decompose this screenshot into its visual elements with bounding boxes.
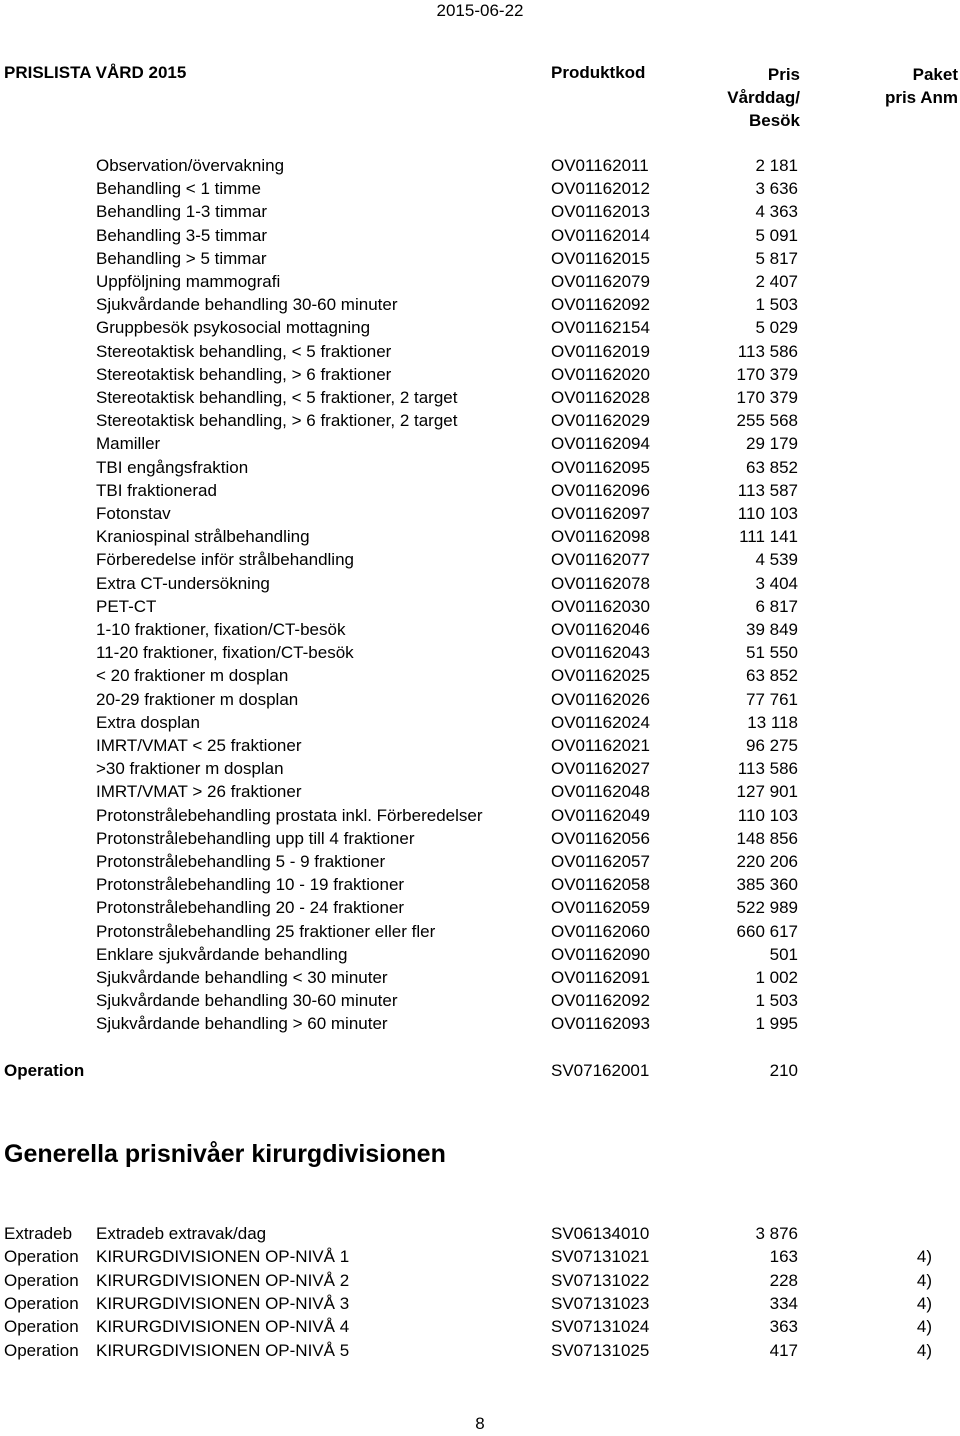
row-product-code: OV01162027 <box>551 759 650 779</box>
row-product-code: SV06134010 <box>551 1224 650 1243</box>
row-product-code: SV07131025 <box>551 1340 650 1360</box>
row-note: 4) <box>916 1340 932 1360</box>
row-product-code: OV01162097 <box>551 504 650 523</box>
row-price: 39 849 <box>746 620 798 639</box>
row-description: Protonstrålebehandling 25 fraktioner eller fler <box>96 921 436 941</box>
table-row <box>0 664 960 687</box>
table-row <box>0 943 960 966</box>
row-product-code: OV01162078 <box>551 573 650 593</box>
operation-row <box>0 1059 960 1082</box>
table-row <box>0 850 960 873</box>
row-product-code: OV01162058 <box>551 875 650 895</box>
row-product-code: OV01162096 <box>551 480 650 500</box>
row-price: 220 206 <box>736 852 798 871</box>
row-price: 4 363 <box>755 202 798 222</box>
row-price: 522 989 <box>736 898 798 918</box>
header-price-line-3: Besök <box>748 111 800 130</box>
row-description: Behandling > 5 timmar <box>96 248 267 268</box>
row-description: Förberedelse inför strålbehandling <box>96 550 354 570</box>
row-price: 113 586 <box>737 341 798 361</box>
kirurg-row <box>0 1245 960 1268</box>
table-row <box>0 757 960 780</box>
row-description: Gruppbesök psykosocial mottagning <box>96 318 371 338</box>
row-product-code: OV01162090 <box>551 944 650 964</box>
row-product-code: OV01162043 <box>551 643 650 663</box>
row-price: 63 852 <box>746 666 798 686</box>
row-price: 127 901 <box>736 782 798 802</box>
row-product-code: OV01162014 <box>551 225 650 245</box>
row-description: KIRURGDIVISIONEN OP-NIVÅ 4 <box>96 1317 350 1337</box>
row-price: 1 002 <box>755 968 798 987</box>
row-description: Protonstrålebehandling 20 - 24 fraktioner <box>96 898 405 918</box>
row-price: 2 181 <box>755 156 798 175</box>
row-description: IMRT/VMAT < 25 fraktioner <box>96 736 302 755</box>
row-product-code: OV01162049 <box>551 805 650 825</box>
row-price: 660 617 <box>736 921 798 941</box>
table-row <box>0 177 960 200</box>
row-price: 163 <box>769 1247 798 1267</box>
row-price: 51 550 <box>746 643 798 663</box>
row-product-code: OV01162056 <box>551 828 650 848</box>
row-product-code: SV07131024 <box>551 1317 650 1337</box>
row-category: Operation <box>4 1293 79 1313</box>
row-product-code: SV07131023 <box>551 1293 650 1313</box>
row-product-code: OV01162092 <box>551 295 650 315</box>
table-row <box>0 595 960 618</box>
table-row <box>0 711 960 734</box>
row-description: 11-20 fraktioner, fixation/CT-besök <box>96 643 354 663</box>
table-row <box>0 873 960 896</box>
row-product-code: OV01162093 <box>551 1014 650 1034</box>
row-description: Protonstrålebehandling upp till 4 fraktioner <box>96 828 415 848</box>
price-list-title: PRISLISTA VÅRD 2015 <box>4 63 187 82</box>
table-row <box>0 780 960 803</box>
row-description: >30 fraktioner m dosplan <box>96 759 284 779</box>
header-paket-line-1: Paket <box>912 65 958 84</box>
row-description: Stereotaktisk behandling, > 6 fraktioner, 2 target <box>96 411 458 431</box>
row-price: 363 <box>769 1317 798 1337</box>
row-price: 170 379 <box>736 388 798 407</box>
row-product-code: OV01162046 <box>551 620 650 639</box>
row-price: 4 539 <box>755 550 798 570</box>
row-price: 113 587 <box>737 480 798 500</box>
operation-label: Operation <box>4 1061 85 1080</box>
row-product-code: OV01162098 <box>551 527 650 547</box>
row-price: 5 817 <box>755 248 798 268</box>
table-row <box>0 409 960 432</box>
row-price: 96 275 <box>746 736 798 755</box>
header-paket <box>838 63 958 109</box>
row-product-code: OV01162026 <box>551 689 650 709</box>
row-product-code: OV01162029 <box>551 411 650 431</box>
table-row <box>0 804 960 827</box>
row-price: 6 817 <box>755 596 798 616</box>
table-row <box>0 572 960 595</box>
table-row <box>0 989 960 1012</box>
row-product-code: OV01162019 <box>551 341 650 361</box>
row-description: TBI engångsfraktion <box>96 457 249 477</box>
row-product-code: OV01162060 <box>551 921 650 941</box>
row-price: 228 <box>769 1270 798 1290</box>
row-description: Mamiller <box>96 434 161 454</box>
row-category: Operation <box>4 1247 79 1267</box>
row-description: Extradeb extravak/dag <box>96 1224 267 1243</box>
row-description: Observation/övervakning <box>96 156 285 175</box>
row-product-code: OV01162015 <box>551 248 650 268</box>
row-price: 501 <box>769 944 798 964</box>
row-description: Extra dosplan <box>96 712 200 732</box>
row-price: 5 029 <box>755 318 798 338</box>
row-product-code: OV01162011 <box>551 156 649 175</box>
table-row <box>0 340 960 363</box>
row-product-code: OV01162154 <box>551 318 650 338</box>
row-product-code: OV01162020 <box>551 364 650 384</box>
row-product-code: OV01162025 <box>551 666 650 686</box>
header-price-line-1: Pris <box>767 65 800 84</box>
table-row <box>0 456 960 479</box>
row-description: Protonstrålebehandling 10 - 19 fraktioner <box>96 875 405 895</box>
row-description: Sjukvårdande behandling > 60 minuter <box>96 1014 388 1034</box>
row-price: 29 179 <box>746 434 798 454</box>
row-product-code: SV07131022 <box>551 1270 650 1290</box>
table-row <box>0 316 960 339</box>
row-description: Sjukvårdande behandling < 30 minuter <box>96 968 388 987</box>
row-description: TBI fraktionerad <box>96 480 217 500</box>
page-date: 2015-06-22 <box>436 1 524 20</box>
row-category: Operation <box>4 1270 79 1290</box>
table-row <box>0 293 960 316</box>
row-price: 1 503 <box>755 991 798 1011</box>
row-price: 110 103 <box>737 504 798 523</box>
table-row <box>0 432 960 455</box>
row-description: Kraniospinal strålbehandling <box>96 527 310 547</box>
row-description: KIRURGDIVISIONEN OP-NIVÅ 2 <box>96 1270 350 1290</box>
row-description: Sjukvårdande behandling 30-60 minuter <box>96 991 398 1011</box>
row-description: Enklare sjukvårdande behandling <box>96 944 348 964</box>
row-description: Protonstrålebehandling prostata inkl. Förberedelser <box>96 805 483 825</box>
kirurg-row <box>0 1339 960 1362</box>
row-description: Stereotaktisk behandling, < 5 fraktioner <box>96 341 392 361</box>
row-description: Extra CT-undersökning <box>96 573 270 593</box>
row-price: 3 404 <box>755 573 798 593</box>
row-note: 4) <box>916 1270 932 1290</box>
row-product-code: OV01162059 <box>551 898 650 918</box>
kirurg-row <box>0 1269 960 1292</box>
row-note: 4) <box>916 1317 932 1337</box>
header-product-code: Produktkod <box>551 63 646 82</box>
row-price: 2 407 <box>755 272 798 291</box>
row-product-code: OV01162095 <box>551 457 650 477</box>
table-row <box>0 1012 960 1035</box>
row-description: Stereotaktisk behandling, < 5 fraktioner, 2 target <box>96 388 458 407</box>
row-description: Behandling 1-3 timmar <box>96 202 268 222</box>
table-row <box>0 479 960 502</box>
table-row <box>0 154 960 177</box>
table-row <box>0 734 960 757</box>
row-product-code: OV01162057 <box>551 852 650 871</box>
table-row <box>0 966 960 989</box>
row-description: Uppföljning mammografi <box>96 272 281 291</box>
table-row <box>0 502 960 525</box>
row-product-code: OV01162021 <box>551 736 650 755</box>
row-price: 13 118 <box>747 712 798 732</box>
row-description: KIRURGDIVISIONEN OP-NIVÅ 5 <box>96 1340 350 1360</box>
table-row <box>0 247 960 270</box>
row-category: Extradeb <box>4 1224 73 1243</box>
table-row <box>0 827 960 850</box>
row-description: Protonstrålebehandling 5 - 9 fraktioner <box>96 852 386 871</box>
row-product-code: OV01162048 <box>551 782 650 802</box>
row-product-code: OV01162030 <box>551 596 650 616</box>
row-price: 63 852 <box>746 457 798 477</box>
row-price: 1 995 <box>755 1014 798 1034</box>
row-price: 255 568 <box>736 411 798 431</box>
header-price <box>700 63 800 132</box>
operation-price: 210 <box>769 1061 798 1080</box>
operation-code: SV07162001 <box>551 1061 650 1080</box>
row-product-code: OV01162013 <box>551 202 650 222</box>
row-category: Operation <box>4 1317 79 1337</box>
row-price: 5 091 <box>755 225 798 245</box>
table-row <box>0 200 960 223</box>
row-description: 20-29 fraktioner m dosplan <box>96 689 299 709</box>
row-product-code: SV07131021 <box>551 1247 650 1267</box>
row-price: 1 503 <box>755 295 798 315</box>
kirurg-row <box>0 1222 960 1245</box>
row-price: 3 876 <box>755 1224 798 1243</box>
row-product-code: OV01162024 <box>551 712 650 732</box>
row-price: 170 379 <box>736 364 798 384</box>
row-product-code: OV01162077 <box>551 550 650 570</box>
row-product-code: OV01162079 <box>551 272 650 291</box>
table-row <box>0 363 960 386</box>
row-description: < 20 fraktioner m dosplan <box>96 666 289 686</box>
row-description: KIRURGDIVISIONEN OP-NIVÅ 3 <box>96 1293 350 1313</box>
row-note: 4) <box>916 1247 932 1267</box>
row-product-code: OV01162012 <box>551 179 650 199</box>
kirurg-row <box>0 1292 960 1315</box>
header-paket-line-2: pris Anm <box>884 88 958 107</box>
row-price: 111 141 <box>739 527 798 547</box>
table-row <box>0 920 960 943</box>
row-description: Behandling 3-5 timmar <box>96 225 268 245</box>
row-description: KIRURGDIVISIONEN OP-NIVÅ 1 <box>96 1247 350 1267</box>
row-price: 417 <box>769 1340 798 1360</box>
table-row <box>0 386 960 409</box>
row-price: 148 856 <box>736 828 798 848</box>
table-row <box>0 224 960 247</box>
table-row <box>0 525 960 548</box>
row-product-code: OV01162092 <box>551 991 650 1011</box>
row-description: 1-10 fraktioner, fixation/CT-besök <box>96 620 346 639</box>
table-row <box>0 270 960 293</box>
row-price: 110 103 <box>737 805 798 825</box>
row-description: PET-CT <box>96 596 157 616</box>
page-number: 8 <box>475 1414 485 1433</box>
row-category: Operation <box>4 1340 79 1360</box>
header-price-line-2: Vårddag/ <box>727 88 800 107</box>
table-row <box>0 618 960 641</box>
row-price: 385 360 <box>736 875 798 895</box>
row-description: Stereotaktisk behandling, > 6 fraktioner <box>96 364 392 384</box>
table-row <box>0 896 960 919</box>
row-description: Behandling < 1 timme <box>96 179 261 199</box>
row-price: 3 636 <box>755 179 798 199</box>
row-price: 113 586 <box>737 759 798 779</box>
row-price: 77 761 <box>746 689 798 709</box>
row-note: 4) <box>916 1293 932 1313</box>
row-description: Sjukvårdande behandling 30-60 minuter <box>96 295 398 315</box>
row-description: Fotonstav <box>96 504 171 523</box>
row-description: IMRT/VMAT > 26 fraktioner <box>96 782 302 802</box>
row-product-code: OV01162094 <box>551 434 650 454</box>
row-price: 334 <box>769 1293 798 1313</box>
row-product-code: OV01162091 <box>551 968 650 987</box>
table-row <box>0 641 960 664</box>
table-row <box>0 548 960 571</box>
section-title: Generella prisnivåer kirurgdivisionen <box>4 1140 446 1168</box>
table-row <box>0 688 960 711</box>
row-product-code: OV01162028 <box>551 388 650 407</box>
kirurg-row <box>0 1315 960 1338</box>
